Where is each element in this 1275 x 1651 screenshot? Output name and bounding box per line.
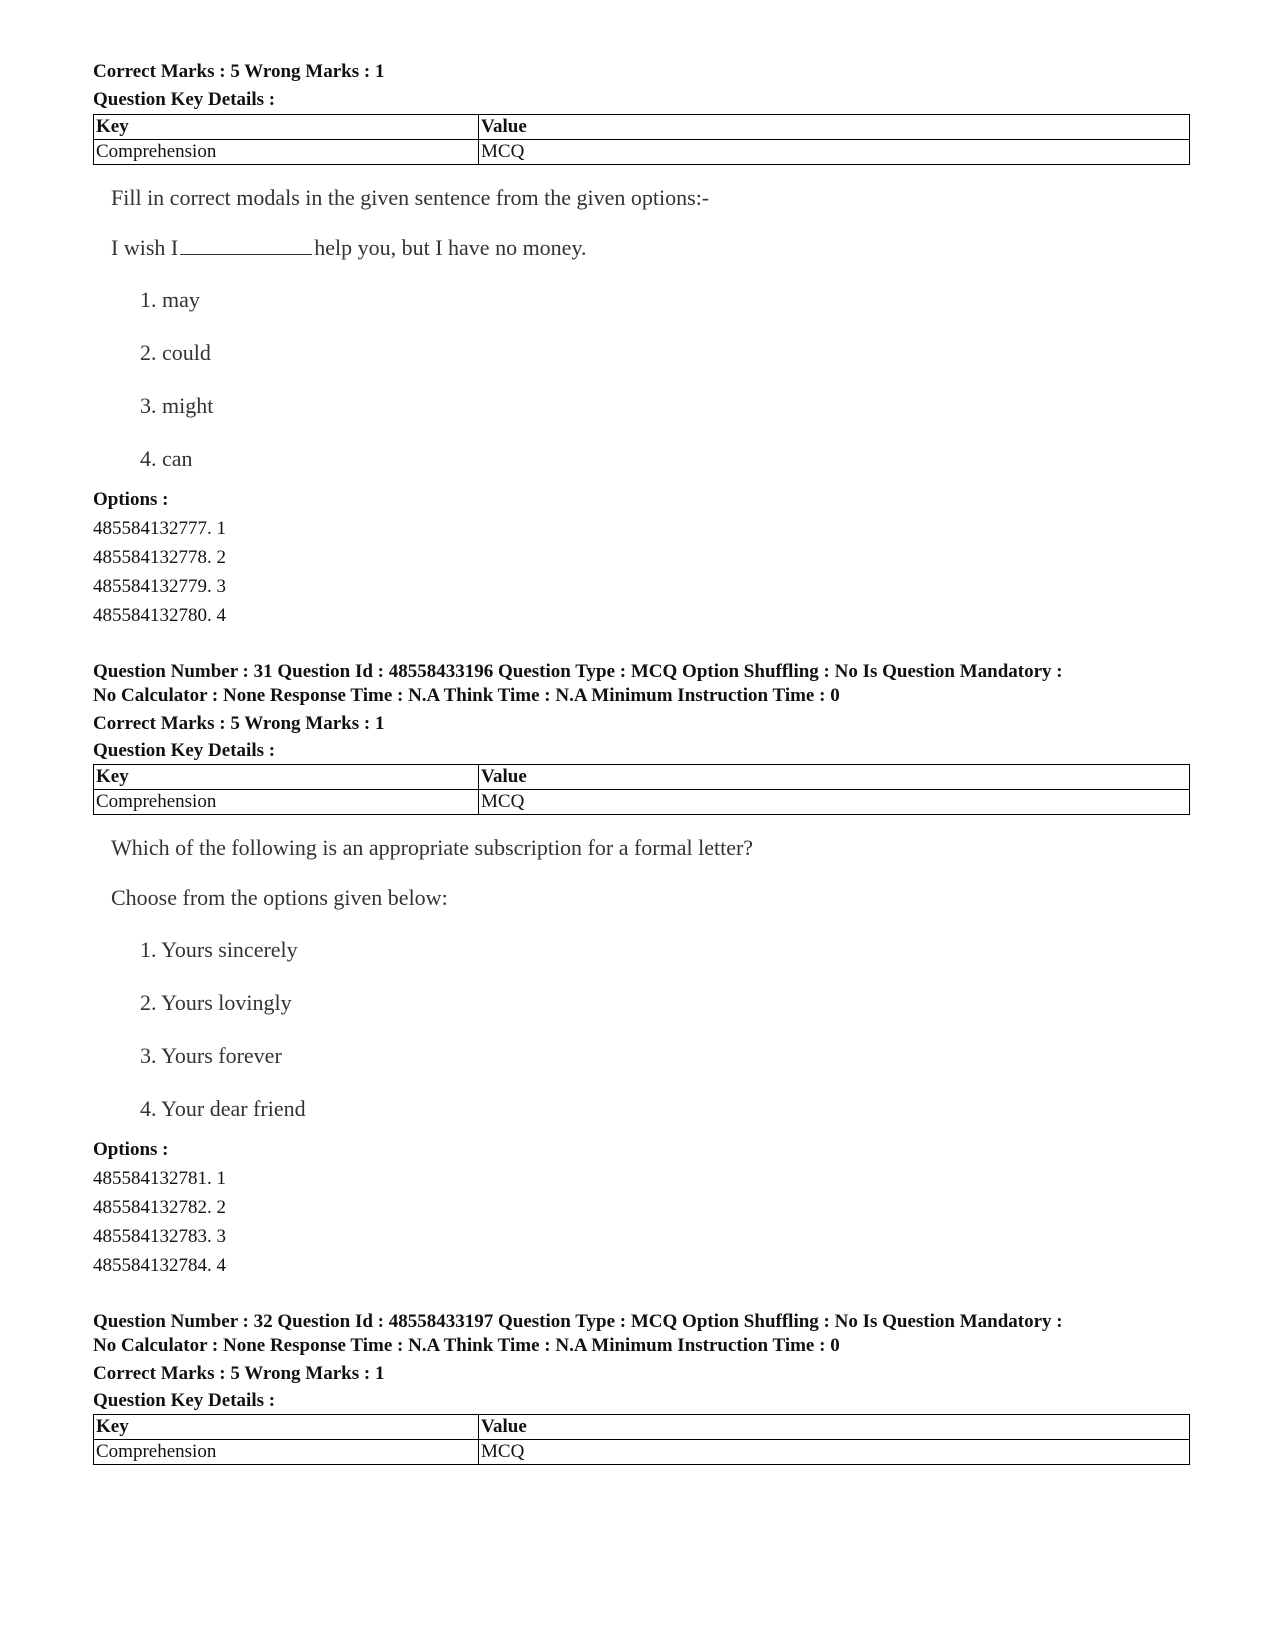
choice-item: 3. Yours forever [140,1043,282,1068]
table-header-key: Key [94,1415,479,1440]
choice-item: 3. might [140,393,214,418]
question-block-30 [93,58,1183,630]
choice-item: 4. Your dear friend [140,1096,306,1121]
table-cell-value: MCQ [479,140,1190,165]
key-details-table [93,1414,1190,1465]
table-cell-value: MCQ [479,790,1190,815]
key-details-label: Question Key Details : [93,1390,276,1411]
table-header-value: Value [479,115,1190,140]
table-header-row [94,765,1190,790]
table-header-value: Value [479,1415,1190,1440]
option-item: 485584132783. 3 [93,1226,226,1247]
question-header-line2: No Calculator : None Response Time : N.A Think Time : N.A Minimum Instruction Time : 0 [93,1335,840,1356]
table-cell-value: MCQ [479,1440,1190,1465]
question-prompt: Which of the following is an appropriate subscription for a formal letter? [111,835,754,860]
option-item: 485584132778. 2 [93,547,226,568]
question-scan-image [93,173,1183,485]
question-sentence: Choose from the options given below: [111,885,448,910]
choice-item: 1. may [140,287,200,312]
marks-line: Correct Marks : 5 Wrong Marks : 1 [93,713,385,734]
question-block-31 [93,660,1183,1280]
question-header-line1: Question Number : 31 Question Id : 48558433196 Question Type : MCQ Option Shuffling : No Is Question Mandatory : [93,661,1063,682]
question-header-line2: No Calculator : None Response Time : N.A Think Time : N.A Minimum Instruction Time : 0 [93,685,840,706]
question-sentence [93,223,1183,273]
option-item: 485584132780. 4 [93,605,226,626]
question-header-line1: Question Number : 32 Question Id : 48558433197 Question Type : MCQ Option Shuffling : No Is Question Mandatory : [93,1311,1063,1332]
table-header-key: Key [94,765,479,790]
marks-line: Correct Marks : 5 Wrong Marks : 1 [93,1363,385,1384]
fill-blank [180,236,312,255]
options-label: Options : [93,1139,169,1160]
choice-item: 4. can [140,446,193,471]
key-details-label: Question Key Details : [93,89,276,110]
key-details-table [93,114,1190,165]
table-row [94,790,1190,815]
option-item: 485584132779. 3 [93,576,226,597]
choice-item: 2. Yours lovingly [140,990,292,1015]
key-details-label: Question Key Details : [93,740,276,761]
question-block-32 [93,1310,1183,1465]
option-item: 485584132784. 4 [93,1255,226,1276]
marks-line: Correct Marks : 5 Wrong Marks : 1 [93,61,385,82]
table-header-key: Key [94,115,479,140]
key-details-table [93,764,1190,815]
table-row [94,140,1190,165]
option-item: 485584132781. 1 [93,1168,226,1189]
table-cell-key: Comprehension [94,1440,479,1465]
table-header-row [94,115,1190,140]
choice-item: 1. Yours sincerely [140,937,298,962]
sentence-before: I wish I [111,235,179,260]
question-scan-image [93,823,1183,1135]
table-row [94,1440,1190,1465]
option-item: 485584132777. 1 [93,518,226,539]
table-header-value: Value [479,765,1190,790]
table-header-row [94,1415,1190,1440]
choice-item: 2. could [140,340,211,365]
document-page [93,58,1183,1465]
option-item: 485584132782. 2 [93,1197,226,1218]
table-cell-key: Comprehension [94,140,479,165]
table-cell-key: Comprehension [94,790,479,815]
sentence-after: help you, but I have no money. [314,235,587,260]
question-prompt: Fill in correct modals in the given sentence from the given options:- [111,185,710,210]
options-label: Options : [93,489,169,510]
